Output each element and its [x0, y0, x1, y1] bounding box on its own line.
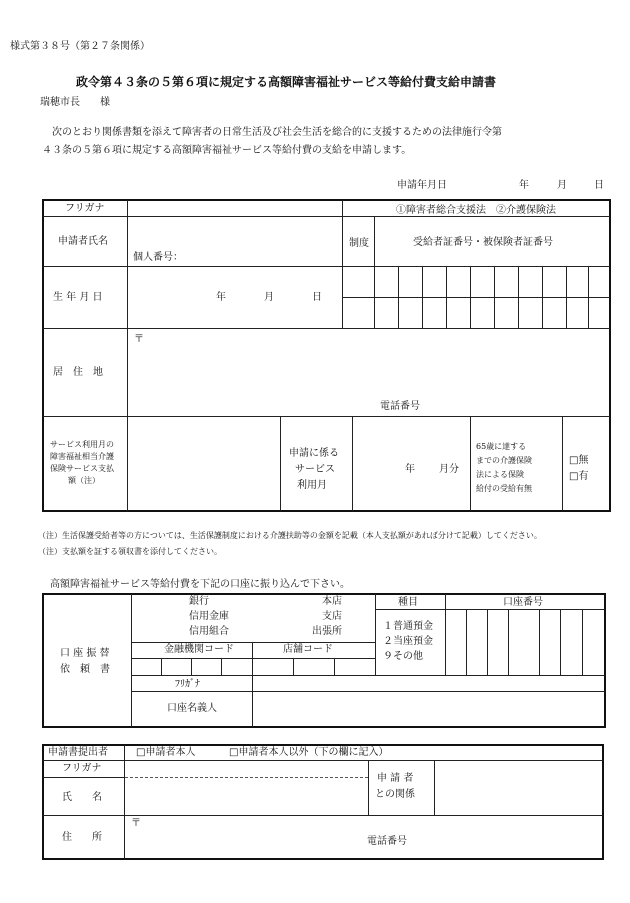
option-none-checkbox[interactable]: □無	[569, 455, 589, 466]
account-category-label: 種目	[398, 597, 418, 608]
note-2: （注）支払額を証する領収書を添付してください。	[38, 547, 222, 556]
submitter-label: 申請書提出者	[48, 747, 108, 758]
residence-field[interactable]	[128, 329, 609, 415]
institution-code-field[interactable]	[132, 659, 251, 674]
transfer-request-label-line1: 口 座 振 替	[60, 648, 110, 659]
branch-type-head: 本店	[322, 596, 342, 607]
service-month-label-line3: 利用月	[297, 480, 327, 491]
birth-month-unit: 月	[264, 292, 274, 303]
submitter-other-checkbox[interactable]: □申請者本人以外（下の欄に記入）	[229, 747, 389, 758]
my-number-label: 個人番号：	[133, 252, 183, 263]
cert-number-label: 受給者証番号・被保険者証番号	[413, 237, 553, 248]
category-other[interactable]: ９その他	[383, 651, 423, 662]
bank-type-shinkin: 信用金庫	[189, 611, 229, 622]
system-label: 制度	[349, 238, 369, 249]
addressee: 瑞穂市長 様	[40, 97, 110, 108]
age65-label-line3: 法による保険	[476, 470, 524, 479]
birth-day-unit: 日	[312, 292, 322, 303]
bank-instruction: 高額障害福祉サービス等給付費を下記の口座に振り込んで下さい。	[50, 579, 350, 590]
service-month-label-line2: サービス	[295, 464, 335, 475]
option-yes-checkbox[interactable]: □有	[569, 471, 589, 482]
cert-number-digits[interactable]	[375, 267, 609, 327]
age65-label-line4: 給付の受給有無	[476, 484, 532, 493]
relation-label-line2: との関係	[375, 789, 415, 800]
phone-label: 電話番号	[380, 401, 420, 412]
submitter-name-label: 氏 名	[62, 792, 102, 803]
branch-code-field[interactable]	[253, 659, 374, 674]
relation-label-line1: 申 請 者	[377, 773, 414, 784]
submitter-phone-label: 電話番号	[367, 836, 407, 847]
payment-amount-field[interactable]	[128, 417, 279, 510]
service-year-unit: 年	[405, 464, 415, 475]
payment-amount-label-line1: サービス利用月の	[50, 440, 114, 449]
bank-type-kumiai: 信用組合	[189, 626, 229, 637]
service-month-label-line1: 申請に係る	[289, 448, 339, 459]
account-furigana-field[interactable]	[253, 676, 604, 690]
form-title: 政令第４３条の５第６項に規定する高額障害福祉サービス等給付費支給申請書	[76, 75, 497, 89]
date-month-unit: 月	[557, 180, 567, 191]
category-current[interactable]: ２当座預金	[383, 636, 433, 647]
branch-code-label: 店舗コード	[283, 644, 333, 655]
account-number-label: 口座番号	[503, 597, 543, 608]
service-month-unit: 月分	[439, 464, 459, 475]
submitter-furigana-label: フリガナ	[62, 763, 102, 774]
birth-date-label: 生 年 月 日	[53, 292, 103, 303]
payment-amount-label-line2: 障害福祉相当介護	[50, 452, 114, 461]
system-field[interactable]	[343, 267, 373, 327]
note-1: （注）生活保護受給者等の方については、生活保護制度における介護扶助等の金額を記載（本人支払額があれば分けて記載）してください。	[38, 531, 542, 540]
transfer-request-label-line2: 依 頼 書	[60, 664, 110, 675]
furigana-field[interactable]	[128, 201, 341, 215]
account-number-field[interactable]	[446, 610, 604, 674]
submitter-self-checkbox[interactable]: □申請者本人	[136, 747, 196, 758]
form-number: 様式第３８号（第２７条関係）	[10, 41, 150, 52]
submitter-name-field[interactable]	[125, 778, 367, 814]
age65-label-line2: までの介護保険	[476, 456, 532, 465]
applicant-name-label: 申請者氏名	[58, 236, 108, 247]
submitter-furigana-field[interactable]	[125, 761, 367, 776]
submitter-postal-mark: 〒	[131, 818, 141, 829]
age65-label-line1: 65歳に達する	[476, 442, 527, 451]
category-ordinary[interactable]: １普通預金	[383, 621, 433, 632]
intro-text-line2: ４３条の５第６項に規定する高額障害福祉サービス等給付費の支給を申請します。	[42, 145, 412, 156]
branch-type-sub: 出張所	[312, 626, 342, 637]
account-furigana-label: ﾌﾘｶﾞﾅ	[175, 679, 200, 690]
furigana-label: フリガナ	[65, 203, 105, 214]
bank-type-bank: 銀行	[189, 596, 209, 607]
law-options: ①障害者総合支援法 ②介護保険法	[396, 205, 556, 216]
birth-year-unit: 年	[216, 292, 226, 303]
account-holder-label: 口座名義人	[167, 703, 217, 714]
submitter-address-label: 住 所	[62, 832, 102, 843]
institution-code-label: 金融機関コード	[164, 644, 234, 655]
payment-amount-label-line3: 保険サービス支払	[50, 464, 114, 473]
relation-field[interactable]	[435, 761, 603, 814]
date-year-unit: 年	[519, 180, 529, 191]
birth-date-field[interactable]	[128, 267, 341, 327]
postal-mark: 〒	[134, 334, 144, 345]
application-date-label: 申請年月日	[397, 180, 447, 191]
account-holder-field[interactable]	[253, 692, 604, 726]
payment-amount-label-line4: 額（注）	[68, 476, 100, 485]
intro-text-line1: 次のとおり関係書類を添えて障害者の日常生活及び社会生活を総合的に支援するための法律施行令第	[42, 127, 502, 138]
residence-label: 居 住 地	[53, 367, 103, 378]
branch-type-branch: 支店	[322, 611, 342, 622]
date-day-unit: 日	[594, 180, 604, 191]
submitter-address-field[interactable]	[125, 816, 603, 859]
